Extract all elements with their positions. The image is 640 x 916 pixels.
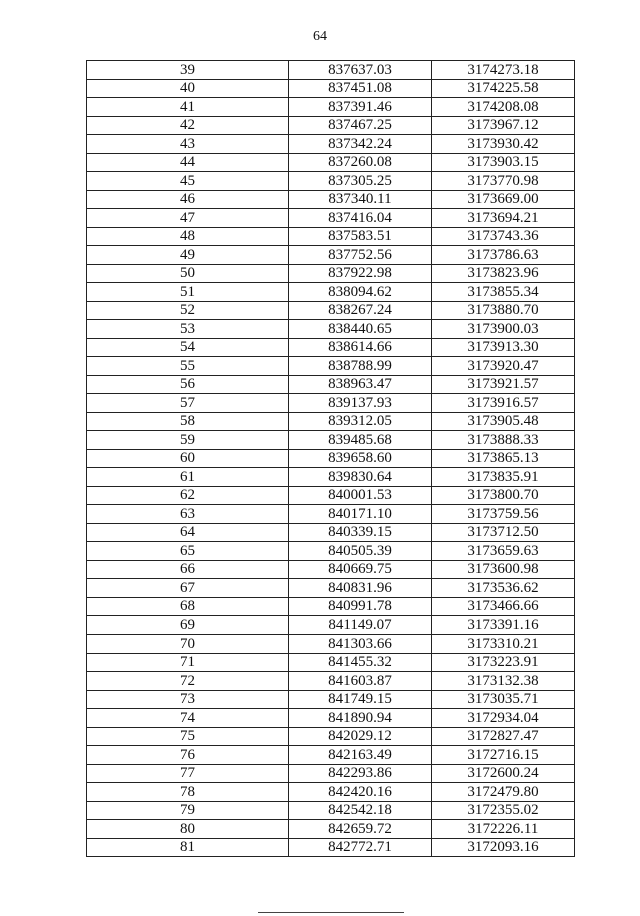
point-number-cell: 64 (87, 523, 289, 542)
y-coordinate-cell: 3173800.70 (432, 486, 575, 505)
x-coordinate-cell: 838788.99 (289, 357, 432, 376)
table-row (87, 79, 575, 98)
x-coordinate-cell: 840991.78 (289, 597, 432, 616)
table-row (87, 449, 575, 468)
point-number-cell: 80 (87, 820, 289, 839)
point-number-cell: 39 (87, 61, 289, 80)
x-coordinate-cell: 841603.87 (289, 672, 432, 691)
x-coordinate-cell: 837451.08 (289, 79, 432, 98)
y-coordinate-cell: 3173900.03 (432, 320, 575, 339)
y-coordinate-cell: 3173786.63 (432, 246, 575, 265)
point-number-cell: 46 (87, 190, 289, 209)
table-row (87, 820, 575, 839)
x-coordinate-cell: 842029.12 (289, 727, 432, 746)
x-coordinate-cell: 842659.72 (289, 820, 432, 839)
x-coordinate-cell: 842293.86 (289, 764, 432, 783)
y-coordinate-cell: 3172827.47 (432, 727, 575, 746)
point-number-cell: 65 (87, 542, 289, 561)
point-number-cell: 62 (87, 486, 289, 505)
point-number-cell: 76 (87, 746, 289, 765)
y-coordinate-cell: 3173223.91 (432, 653, 575, 672)
table-row (87, 579, 575, 598)
table-row (87, 357, 575, 376)
y-coordinate-cell: 3173536.62 (432, 579, 575, 598)
table-row (87, 801, 575, 820)
table-row (87, 264, 575, 283)
x-coordinate-cell: 837342.24 (289, 135, 432, 154)
point-number-cell: 55 (87, 357, 289, 376)
x-coordinate-cell: 841303.66 (289, 634, 432, 653)
x-coordinate-cell: 837260.08 (289, 153, 432, 172)
coordinate-table-body (87, 61, 575, 857)
table-row (87, 616, 575, 635)
x-coordinate-cell: 842163.49 (289, 746, 432, 765)
point-number-cell: 51 (87, 283, 289, 302)
table-row (87, 116, 575, 135)
y-coordinate-cell: 3173669.00 (432, 190, 575, 209)
table-row (87, 764, 575, 783)
table-row (87, 301, 575, 320)
point-number-cell: 45 (87, 172, 289, 191)
x-coordinate-cell: 837416.04 (289, 209, 432, 228)
point-number-cell: 56 (87, 375, 289, 394)
point-number-cell: 77 (87, 764, 289, 783)
table-row (87, 190, 575, 209)
x-coordinate-cell: 839830.64 (289, 468, 432, 487)
point-number-cell: 57 (87, 394, 289, 413)
y-coordinate-cell: 3173916.57 (432, 394, 575, 413)
x-coordinate-cell: 841149.07 (289, 616, 432, 635)
table-row (87, 227, 575, 246)
point-number-cell: 74 (87, 709, 289, 728)
table-row (87, 61, 575, 80)
table-row (87, 172, 575, 191)
y-coordinate-cell: 3173310.21 (432, 634, 575, 653)
x-coordinate-cell: 837583.51 (289, 227, 432, 246)
y-coordinate-cell: 3173600.98 (432, 560, 575, 579)
y-coordinate-cell: 3173913.30 (432, 338, 575, 357)
point-number-cell: 75 (87, 727, 289, 746)
y-coordinate-cell: 3173391.16 (432, 616, 575, 635)
point-number-cell: 68 (87, 597, 289, 616)
table-row (87, 375, 575, 394)
point-number-cell: 66 (87, 560, 289, 579)
y-coordinate-cell: 3172355.02 (432, 801, 575, 820)
table-row (87, 394, 575, 413)
y-coordinate-cell: 3173132.38 (432, 672, 575, 691)
y-coordinate-cell: 3173659.63 (432, 542, 575, 561)
point-number-cell: 81 (87, 838, 289, 857)
table-row (87, 431, 575, 450)
x-coordinate-cell: 838614.66 (289, 338, 432, 357)
y-coordinate-cell: 3173035.71 (432, 690, 575, 709)
table-row (87, 542, 575, 561)
point-number-cell: 79 (87, 801, 289, 820)
x-coordinate-cell: 840171.10 (289, 505, 432, 524)
table-row (87, 153, 575, 172)
y-coordinate-cell: 3173770.98 (432, 172, 575, 191)
x-coordinate-cell: 838963.47 (289, 375, 432, 394)
point-number-cell: 48 (87, 227, 289, 246)
y-coordinate-cell: 3173888.33 (432, 431, 575, 450)
y-coordinate-cell: 3173920.47 (432, 357, 575, 376)
table-row (87, 746, 575, 765)
y-coordinate-cell: 3173930.42 (432, 135, 575, 154)
table-row (87, 468, 575, 487)
y-coordinate-cell: 3174225.58 (432, 79, 575, 98)
point-number-cell: 78 (87, 783, 289, 802)
y-coordinate-cell: 3172600.24 (432, 764, 575, 783)
y-coordinate-cell: 3173903.15 (432, 153, 575, 172)
footer-rule (258, 912, 404, 913)
table-row (87, 283, 575, 302)
table-row (87, 246, 575, 265)
x-coordinate-cell: 840505.39 (289, 542, 432, 561)
x-coordinate-cell: 838267.24 (289, 301, 432, 320)
table-row (87, 653, 575, 672)
x-coordinate-cell: 840831.96 (289, 579, 432, 598)
table-row (87, 338, 575, 357)
point-number-cell: 58 (87, 412, 289, 431)
x-coordinate-cell: 842772.71 (289, 838, 432, 857)
y-coordinate-cell: 3173880.70 (432, 301, 575, 320)
y-coordinate-cell: 3173759.56 (432, 505, 575, 524)
table-row (87, 505, 575, 524)
x-coordinate-cell: 840339.15 (289, 523, 432, 542)
table-row (87, 690, 575, 709)
coordinate-table (86, 60, 575, 857)
point-number-cell: 54 (87, 338, 289, 357)
y-coordinate-cell: 3172479.80 (432, 783, 575, 802)
point-number-cell: 40 (87, 79, 289, 98)
x-coordinate-cell: 837340.11 (289, 190, 432, 209)
x-coordinate-cell: 837305.25 (289, 172, 432, 191)
y-coordinate-cell: 3174273.18 (432, 61, 575, 80)
point-number-cell: 72 (87, 672, 289, 691)
x-coordinate-cell: 842542.18 (289, 801, 432, 820)
point-number-cell: 70 (87, 634, 289, 653)
x-coordinate-cell: 837752.56 (289, 246, 432, 265)
x-coordinate-cell: 837922.98 (289, 264, 432, 283)
y-coordinate-cell: 3173855.34 (432, 283, 575, 302)
point-number-cell: 44 (87, 153, 289, 172)
y-coordinate-cell: 3172093.16 (432, 838, 575, 857)
y-coordinate-cell: 3173466.66 (432, 597, 575, 616)
point-number-cell: 63 (87, 505, 289, 524)
y-coordinate-cell: 3173835.91 (432, 468, 575, 487)
point-number-cell: 43 (87, 135, 289, 154)
point-number-cell: 59 (87, 431, 289, 450)
point-number-cell: 73 (87, 690, 289, 709)
table-row (87, 838, 575, 857)
page-number: 64 (313, 29, 327, 44)
x-coordinate-cell: 841455.32 (289, 653, 432, 672)
table-row (87, 783, 575, 802)
table-row (87, 709, 575, 728)
table-row (87, 727, 575, 746)
x-coordinate-cell: 838094.62 (289, 283, 432, 302)
point-number-cell: 71 (87, 653, 289, 672)
x-coordinate-cell: 838440.65 (289, 320, 432, 339)
x-coordinate-cell: 837391.46 (289, 98, 432, 117)
table-row (87, 209, 575, 228)
y-coordinate-cell: 3173865.13 (432, 449, 575, 468)
y-coordinate-cell: 3174208.08 (432, 98, 575, 117)
x-coordinate-cell: 840669.75 (289, 560, 432, 579)
point-number-cell: 50 (87, 264, 289, 283)
point-number-cell: 60 (87, 449, 289, 468)
y-coordinate-cell: 3173921.57 (432, 375, 575, 394)
table-row (87, 98, 575, 117)
point-number-cell: 61 (87, 468, 289, 487)
point-number-cell: 47 (87, 209, 289, 228)
point-number-cell: 69 (87, 616, 289, 635)
point-number-cell: 53 (87, 320, 289, 339)
table-row (87, 523, 575, 542)
table-row (87, 320, 575, 339)
x-coordinate-cell: 841749.15 (289, 690, 432, 709)
table-row (87, 560, 575, 579)
y-coordinate-cell: 3173694.21 (432, 209, 575, 228)
x-coordinate-cell: 842420.16 (289, 783, 432, 802)
x-coordinate-cell: 841890.94 (289, 709, 432, 728)
point-number-cell: 49 (87, 246, 289, 265)
y-coordinate-cell: 3173823.96 (432, 264, 575, 283)
y-coordinate-cell: 3173712.50 (432, 523, 575, 542)
table-row (87, 597, 575, 616)
x-coordinate-cell: 839312.05 (289, 412, 432, 431)
x-coordinate-cell: 840001.53 (289, 486, 432, 505)
y-coordinate-cell: 3172716.15 (432, 746, 575, 765)
table-row (87, 634, 575, 653)
y-coordinate-cell: 3172934.04 (432, 709, 575, 728)
y-coordinate-cell: 3173743.36 (432, 227, 575, 246)
table-row (87, 135, 575, 154)
table-row (87, 672, 575, 691)
table-row (87, 412, 575, 431)
x-coordinate-cell: 839485.68 (289, 431, 432, 450)
x-coordinate-cell: 839137.93 (289, 394, 432, 413)
point-number-cell: 67 (87, 579, 289, 598)
x-coordinate-cell: 837637.03 (289, 61, 432, 80)
y-coordinate-cell: 3173905.48 (432, 412, 575, 431)
point-number-cell: 52 (87, 301, 289, 320)
point-number-cell: 42 (87, 116, 289, 135)
x-coordinate-cell: 839658.60 (289, 449, 432, 468)
point-number-cell: 41 (87, 98, 289, 117)
x-coordinate-cell: 837467.25 (289, 116, 432, 135)
y-coordinate-cell: 3173967.12 (432, 116, 575, 135)
table-row (87, 486, 575, 505)
y-coordinate-cell: 3172226.11 (432, 820, 575, 839)
